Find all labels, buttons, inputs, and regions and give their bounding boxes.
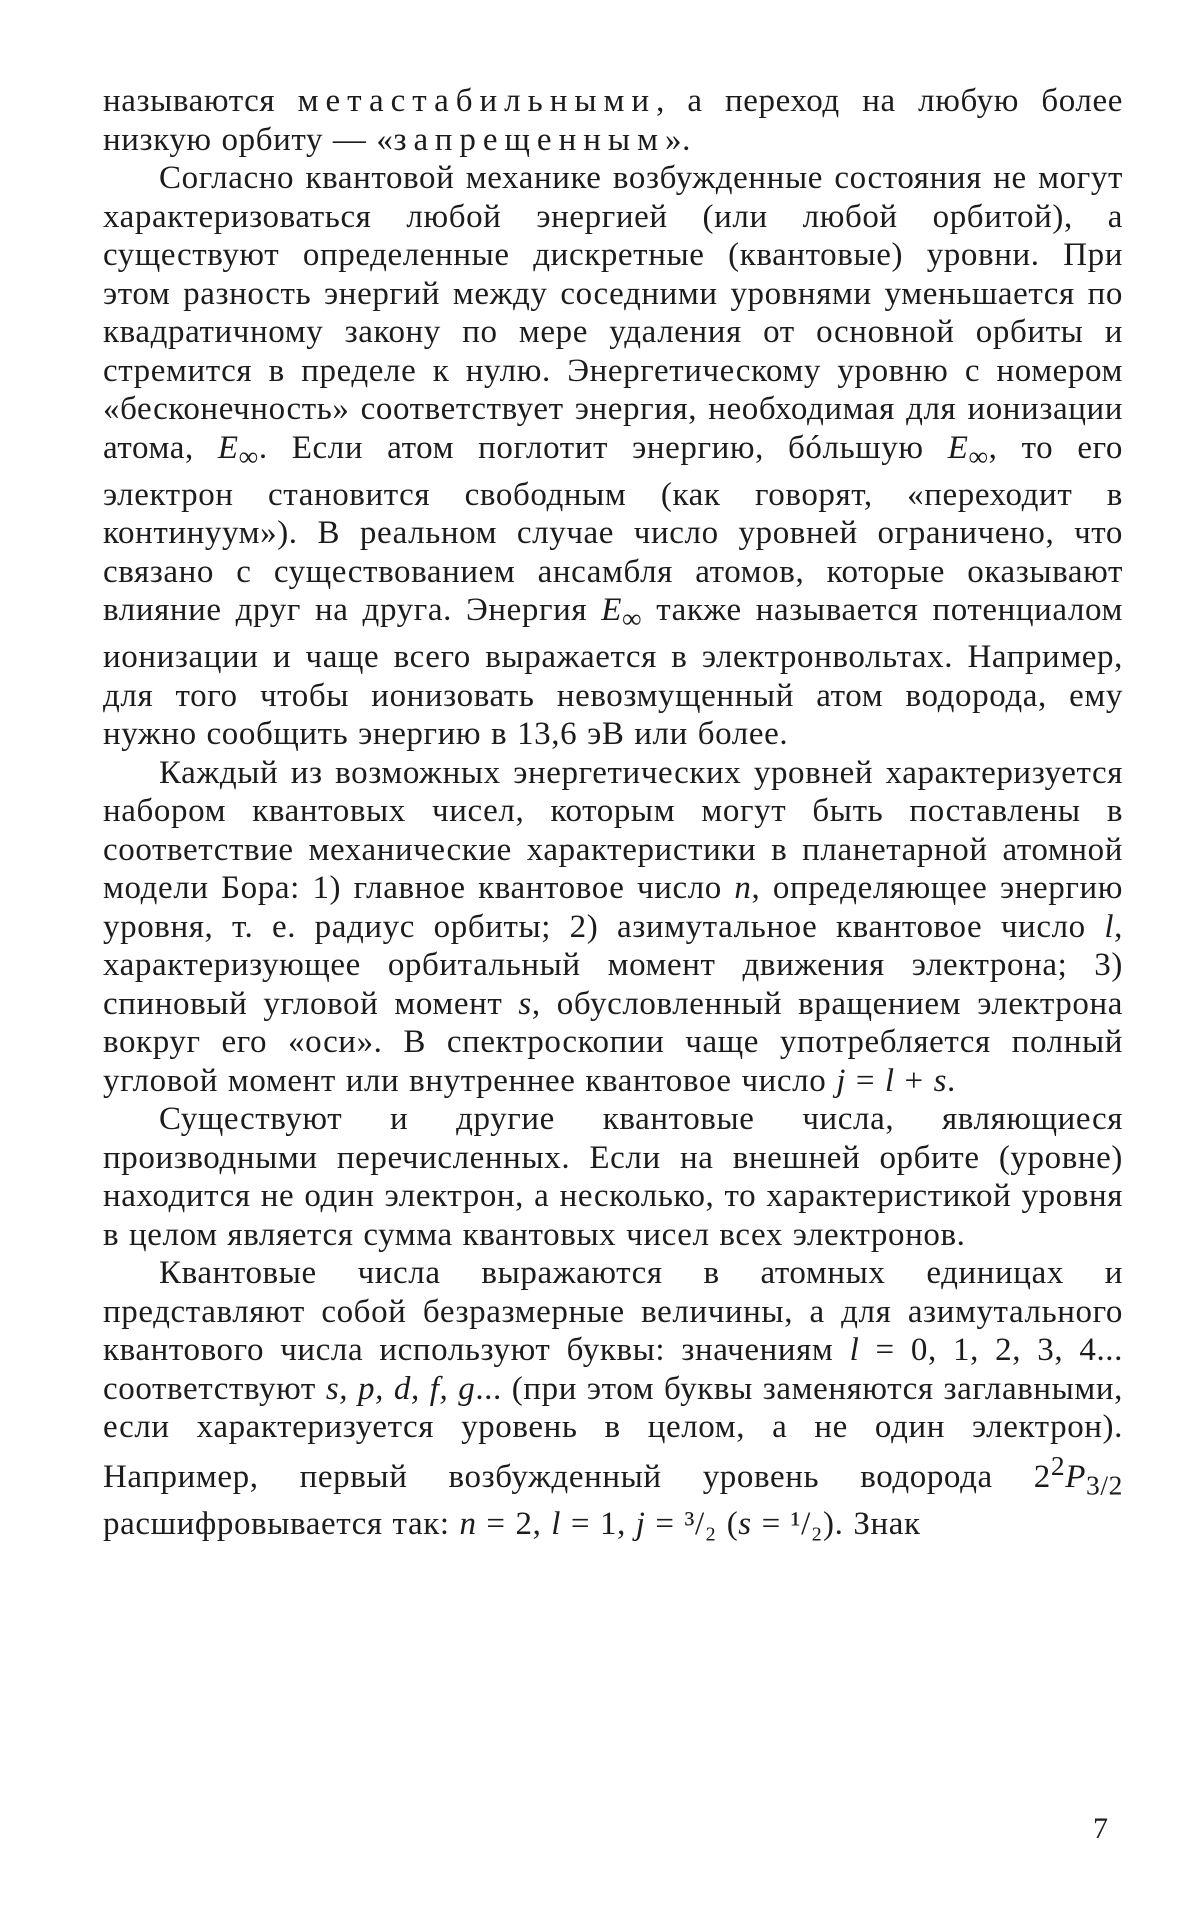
text-run: Существуют и другие квантовые числа, являющиеся производными перечисленных. Если на внешней орбите (уровне) находится не один электрон, а несколько, то характеристикой уровня в целом является сумма квантовых чисел всех электронов.	[103, 1101, 1123, 1253]
spaced-term: метастабильными	[297, 83, 657, 119]
text-run: называются	[103, 83, 298, 119]
text-run: ... (при этом буквы заменяются заглавными, если характеризуется уровень в целом, а не один электрон). Например, первый возбужденный уровень водорода 2	[103, 1370, 1124, 1495]
math-symbol: l	[551, 1505, 562, 1542]
subscript: ∞	[238, 440, 259, 472]
text-run: = 0, 1, 2, 3, 4... соответствуют	[103, 1332, 1123, 1407]
superscript: 2	[1050, 1449, 1066, 1481]
text-run: +	[894, 1062, 934, 1099]
text-run: = ¹/₂). Знак	[751, 1505, 921, 1542]
spaced-term: запрещенным	[393, 121, 665, 158]
text-run: = 2,	[476, 1505, 552, 1542]
text-run: = 1,	[561, 1505, 636, 1542]
text-run: , а переход на любую более низкую орбиту — «	[103, 83, 1123, 158]
paragraph	[103, 1254, 1123, 1543]
text-run: Согласно квантовой механике возбужденные состояния не могут характеризоваться любой энергией (или любой орбитой), а существуют определенные дискретные (квантовые) уровни. При этом разность энергий между соседними уровнями уменьшается по квадратичному закону по мере удаления от основной орбиты и стремится в пределе к нулю. Энергетическому уровню с номером «бесконечность» соответствует энергия, необходимая для ионизации атома,	[103, 160, 1123, 466]
math-symbol: s	[518, 985, 532, 1022]
text-run: . Если атом поглотит энергию, бóльшую	[258, 429, 948, 466]
text-run: , обусловленный вращением электрона вокруг его «оси». В спектроскопии чаще употребляется полный угловой момент или внутреннее квантовое число	[103, 985, 1123, 1099]
math-symbol: E	[947, 429, 969, 466]
math-symbol: l	[884, 1062, 895, 1099]
math-symbol: j	[635, 1505, 646, 1542]
math-symbol: P	[1065, 1458, 1087, 1495]
math-symbol: s, p, d, f, g	[325, 1370, 476, 1407]
subscript: 3/2	[1086, 1469, 1123, 1501]
math-symbol: s	[738, 1505, 752, 1542]
text-run: Каждый из возможных энергетических уровней характеризуется набором квантовых чисел, которым могут быть поставлены в соответствие механические характеристики в планетарной атомной модели Бора: 1) главное квантовое число	[103, 754, 1123, 907]
text-run: ».	[664, 121, 691, 158]
paragraph	[103, 1100, 1123, 1254]
math-symbol: j	[836, 1062, 846, 1099]
math-symbol: E	[217, 429, 239, 466]
text-run: также называется потенциалом ионизации и чаще всего выражается в электронвольтах. Например, для того чтобы ионизовать невозмущенный атом водорода, ему нужно сообщить энергию в 13,6 эВ или более.	[103, 592, 1123, 753]
paragraph	[103, 754, 1123, 1101]
text-run: расшифровывается так:	[103, 1505, 460, 1542]
text-run: , то его электрон становится свободным (как говорят, «переходит в континуум»). В реальном случае число уровней ограничено, что связано с существованием ансамбля атомов, которые оказывают влияние друг на друга. Энергия	[103, 429, 1124, 629]
page-body	[103, 82, 1123, 1543]
paragraph	[103, 82, 1123, 159]
math-symbol: l	[1104, 908, 1115, 945]
math-symbol: l	[849, 1332, 860, 1369]
subscript: ∞	[968, 440, 989, 472]
math-symbol: E	[601, 592, 622, 629]
math-symbol: n	[734, 870, 752, 907]
text-run: , характеризующее орбитальный момент движения электрона; 3) спиновый угловой момент	[103, 908, 1123, 1022]
text-run: = ³/₂ (	[645, 1505, 739, 1542]
text-run: .	[947, 1062, 956, 1099]
math-symbol: s	[933, 1062, 948, 1099]
text-run: Квантовые числа выражаются в атомных единицах и представляют собой безразмерные величины, а для азимутального квантового числа используют буквы: значениям	[103, 1255, 1123, 1369]
text-run: =	[845, 1062, 885, 1099]
subscript: ∞	[621, 602, 643, 634]
math-symbol: n	[459, 1505, 477, 1542]
paragraph	[103, 159, 1123, 754]
text-run: , определяющее энергию уровня, т. е. радиус орбиты; 2) азимутальное квантовое число	[103, 870, 1123, 945]
page-number: 7	[1093, 1812, 1108, 1845]
